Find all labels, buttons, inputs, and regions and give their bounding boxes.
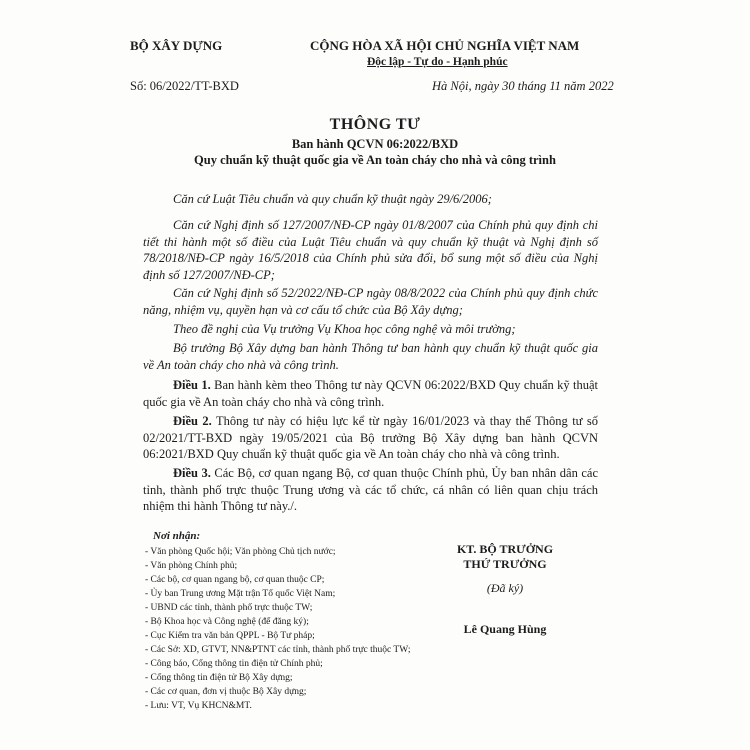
article-1-label: Điều 1. [173, 378, 211, 392]
recipients-title: Nơi nhận: [153, 530, 201, 542]
article-2-text: Thông tư này có hiệu lực kể từ ngày 16/01/2023 và thay thế Thông tư số 02/2021/TT-BXD ngày 19/05/2021 của Bộ trưởng Bộ Xây dựng ban hành QCVN 06:2021/BXD Quy chuẩn kỹ thuật quốc gia về An toàn cháy cho nhà và công trình. [143, 414, 598, 461]
signer-name: Lê Quang Hùng [463, 622, 547, 636]
article-3-label: Điều 3. [173, 466, 211, 480]
article-3 [143, 465, 598, 515]
list-item: - Văn phòng Quốc hội; Văn phòng Chủ tịch nước; [145, 547, 336, 557]
list-item: - Các Sở: XD, GTVT, NN&PTNT các tỉnh, thành phố trực thuộc TW; [145, 645, 411, 655]
list-item: - Ủy ban Trung ương Mặt trận Tổ quốc Việt Nam; [145, 589, 336, 599]
legal-basis-4: Theo đề nghị của Vụ trưởng Vụ Khoa học công nghệ và môi trường; [173, 322, 516, 336]
legal-basis-1: Căn cứ Luật Tiêu chuẩn và quy chuẩn kỹ thuật ngày 29/6/2006; [173, 192, 492, 206]
national-title: CỘNG HÒA XÃ HỘI CHỦ NGHĨA VIỆT NAM [310, 38, 580, 53]
national-motto: Độc lập - Tự do - Hạnh phúc [367, 56, 508, 68]
list-item: - Các bộ, cơ quan ngang bộ, cơ quan thuộc CP; [145, 575, 325, 585]
recipients-list [145, 545, 410, 713]
list-item: - Lưu: VT, Vụ KHCN&MT. [145, 701, 252, 711]
article-2 [143, 413, 598, 463]
article-1 [143, 377, 598, 410]
article-3-text: Các Bộ, cơ quan ngang Bộ, cơ quan thuộc Chính phủ, Ủy ban nhân dân các tỉnh, thành phố trực thuộc Trung ương và các tổ chức, cá nhân có liên quan chịu trách nhiệm thi hành Thông tư này./. [143, 466, 599, 513]
signed-note: (Đã ký) [486, 581, 524, 595]
document-subtitle-line2: Quy chuẩn kỹ thuật quốc gia về An toàn cháy cho nhà và công trình [194, 153, 556, 167]
article-1-text: Ban hành kèm theo Thông tư này QCVN 06:2022/BXD Quy chuẩn kỹ thuật quốc gia về An toàn cháy cho nhà và công trình. [143, 378, 599, 409]
document-title: THÔNG TƯ [329, 116, 421, 133]
document-subtitle-line1: Ban hành QCVN 06:2022/BXD [291, 137, 459, 151]
place-and-date: Hà Nội, ngày 30 tháng 11 năm 2022 [432, 79, 614, 93]
document-number: Số: 06/2022/TT-BXD [130, 79, 239, 93]
list-item: - Bộ Khoa học và Công nghệ (để đăng ký); [145, 617, 309, 627]
signer-position: THỨ TRƯỞNG [463, 557, 547, 571]
issuing-statement: Bộ trưởng Bộ Xây dựng ban hành Thông tư ban hành quy chuẩn kỹ thuật quốc gia về An toàn cháy cho nhà và công trình. [143, 341, 598, 372]
list-item: - Các cơ quan, đơn vị thuộc Bộ Xây dựng; [145, 687, 307, 697]
signer-authority: KT. BỘ TRƯỞNG [456, 542, 554, 556]
legal-basis-3: Căn cứ Nghị định số 52/2022/NĐ-CP ngày 08/8/2022 của Chính phủ quy định chức năng, nhiệm vụ, quyền hạn và cơ cấu tổ chức của Bộ Xây dựng; [143, 286, 598, 317]
list-item: - Cổng thông tin điện tử Bộ Xây dựng; [145, 673, 293, 683]
issuing-organization: BỘ XÂY DỰNG [130, 38, 223, 53]
list-item: - UBND các tỉnh, thành phố trực thuộc TW; [145, 603, 313, 613]
article-2-label: Điều 2. [173, 414, 212, 428]
list-item: - Cục Kiểm tra văn bản QPPL - Bộ Tư pháp; [145, 631, 315, 641]
list-item: - Văn phòng Chính phủ; [145, 561, 238, 571]
legal-basis-2: Căn cứ Nghị định số 127/2007/NĐ-CP ngày 01/8/2007 của Chính phủ quy định chi tiết thi hành một số điều của Luật Tiêu chuẩn và quy chuẩn kỹ thuật và Nghị định số 78/2018/NĐ-CP ngày 16/5/2018 của Chính phủ sửa đổi, bổ sung một số điều của Nghị định số 127/2007/NĐ-CP; [143, 218, 598, 282]
list-item: - Công báo, Cổng thông tin điện tử Chính phủ; [145, 659, 323, 669]
